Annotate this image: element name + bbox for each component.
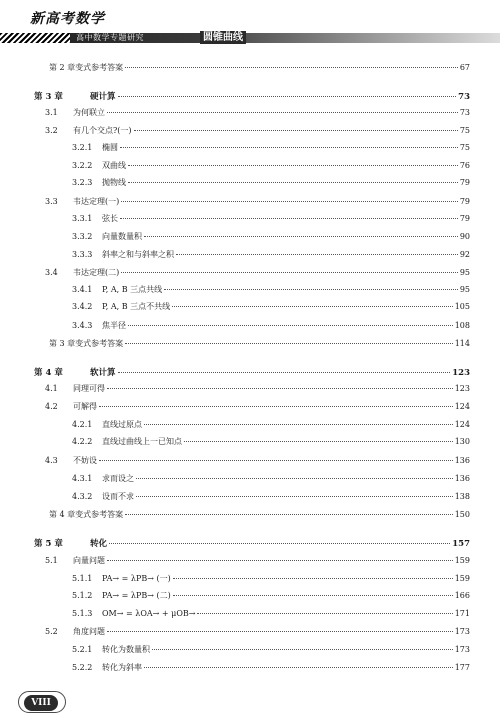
toc-entry-number: 3.4.2 — [72, 302, 93, 311]
toc-entry-title: 转化为数量积 — [102, 645, 150, 654]
toc-entry-number: 3.4.3 — [72, 321, 93, 330]
toc-entry-sec — [45, 456, 470, 466]
page-header — [0, 0, 500, 48]
toc-entry-page: 159 — [454, 574, 470, 583]
dot-leader — [107, 388, 453, 389]
toc-entry-number: 4.1 — [45, 384, 58, 393]
dot-leader — [107, 112, 458, 113]
toc-entry-page: 67 — [459, 63, 470, 72]
dot-leader — [144, 236, 458, 237]
toc-entry-title: 转化 — [90, 539, 108, 549]
page-footer — [12, 690, 72, 714]
header-subtitle: 高中数学专题研究 — [76, 33, 144, 42]
toc-entry-page: 138 — [454, 492, 470, 501]
dot-leader — [128, 182, 458, 183]
toc-entry-page: 130 — [454, 437, 470, 446]
dot-leader — [107, 631, 453, 632]
toc-entry-sec — [45, 384, 470, 394]
toc-entry-sub — [72, 420, 470, 430]
toc-entry-title: 直线过原点 — [102, 420, 142, 429]
toc-entry-number: 3.2.1 — [72, 143, 93, 152]
toc-entry-page: 166 — [454, 591, 470, 600]
toc-entry-number: 3.2.3 — [72, 178, 93, 187]
dot-leader — [152, 649, 453, 650]
toc-entry-page: 108 — [454, 321, 470, 330]
dot-leader — [172, 306, 453, 307]
dot-leader — [164, 289, 458, 290]
toc-entry-sub — [72, 250, 470, 260]
toc-entry-number: 4.2.1 — [72, 420, 93, 429]
header-band-hatch — [0, 33, 70, 43]
header-band — [0, 33, 500, 43]
toc-entry-page: 75 — [459, 143, 470, 152]
toc-entry-number: 4.3.1 — [72, 474, 93, 483]
toc-entry-sub — [72, 232, 470, 242]
toc-entry-sub — [72, 591, 470, 601]
dot-leader — [121, 201, 458, 202]
toc-entry-page: 124 — [454, 420, 470, 429]
toc-entry-sub — [72, 645, 470, 655]
toc-entry-number: 5.1.2 — [72, 591, 93, 600]
toc-entry-sec — [45, 556, 470, 566]
toc-entry-ans — [49, 339, 470, 349]
toc-entry-sub — [72, 492, 470, 502]
toc-entry-number: 第 3 章 — [34, 92, 63, 102]
toc-entry-sub — [72, 609, 470, 619]
toc-entry-title: 双曲线 — [102, 161, 126, 170]
toc-entry-title: PA→ = λPB→ (一) — [102, 574, 171, 583]
toc-entry-number: 3.3.3 — [72, 250, 93, 259]
toc-entry-page: 114 — [454, 339, 470, 348]
toc-entry-sub — [72, 161, 470, 171]
toc-entry-number: 3.1 — [45, 108, 58, 117]
toc-entry-page: 105 — [454, 302, 470, 311]
toc-entry-number: 3.3 — [45, 197, 58, 206]
toc-entry-title: 第 3 章变式参考答案 — [49, 339, 124, 348]
toc-entry-title: 不妨设 — [73, 456, 97, 465]
toc-entry-sec — [45, 108, 470, 118]
toc-entry-sec — [45, 126, 470, 136]
dot-leader — [118, 96, 457, 97]
toc-entry-page: 123 — [452, 368, 470, 378]
dot-leader — [128, 325, 453, 326]
toc-entry-title: 设而不求 — [102, 492, 134, 501]
toc-entry-number: 3.3.1 — [72, 214, 93, 223]
toc-entry-page: 177 — [454, 663, 470, 672]
toc-entry-title: 求而设之 — [102, 474, 134, 483]
toc-entry-sub — [72, 214, 470, 224]
toc-entry-title: 第 2 章变式参考答案 — [49, 63, 124, 72]
dot-leader — [99, 460, 453, 461]
toc-entry-sub — [72, 302, 470, 312]
toc-entry-number: 5.2 — [45, 627, 58, 636]
toc-entry-title: 向量问题 — [73, 556, 105, 565]
toc-entry-title: 弦长 — [102, 214, 118, 223]
toc-entry-page: 73 — [459, 108, 470, 117]
toc-entry-title: 转化为斜率 — [102, 663, 142, 672]
toc-entry-number: 第 4 章 — [34, 368, 63, 378]
toc-entry-title: 同理可得 — [73, 384, 105, 393]
toc-entry-sub — [72, 143, 470, 153]
book-brand: 新高考数学 — [30, 11, 105, 27]
dot-leader — [125, 67, 458, 68]
toc-entry-ans — [49, 510, 470, 520]
toc-entry-sub — [72, 437, 470, 447]
dot-leader — [144, 667, 453, 668]
dot-leader — [120, 218, 458, 219]
toc-entry-page: 73 — [458, 92, 470, 102]
dot-leader — [121, 272, 458, 273]
dot-leader — [125, 514, 453, 515]
toc-entry-page: 75 — [459, 126, 470, 135]
toc-entry-title: 硬计算 — [90, 92, 116, 102]
toc-entry-page: 136 — [454, 474, 470, 483]
toc-entry-page: 124 — [454, 402, 470, 411]
dot-leader — [136, 478, 453, 479]
toc-entry-title: P, A, B 三点不共线 — [102, 302, 171, 311]
toc-entry-chapter — [34, 92, 470, 102]
toc-entry-sub — [72, 474, 470, 484]
toc-entry-sec — [45, 402, 470, 412]
page-number: VIII — [24, 695, 58, 711]
toc-entry-chapter — [34, 539, 470, 549]
toc-entry-title: 椭圆 — [102, 143, 118, 152]
toc-entry-title: 焦半径 — [102, 321, 126, 330]
toc-entry-page: 173 — [454, 627, 470, 636]
toc-entry-number: 5.1.3 — [72, 609, 93, 618]
toc-entry-title: 角度问题 — [73, 627, 105, 636]
dot-leader — [120, 147, 458, 148]
toc-entry-page: 95 — [459, 268, 470, 277]
dot-leader — [173, 578, 453, 579]
toc-entry-title: 韦达定理(二) — [73, 268, 120, 277]
toc-entry-sub — [72, 321, 470, 331]
toc-entry-title: 可解得 — [73, 402, 97, 411]
toc-entry-number: 4.3 — [45, 456, 58, 465]
toc-entry-page: 92 — [459, 250, 470, 259]
toc-entry-page: 95 — [459, 285, 470, 294]
dot-leader — [144, 424, 453, 425]
toc-entry-number: 5.1 — [45, 556, 58, 565]
toc-entry-title: 直线过曲线上一已知点 — [102, 437, 182, 446]
toc-entry-page: 90 — [459, 232, 470, 241]
header-topic: 圆锥曲线 — [200, 31, 246, 44]
toc-entry-page: 136 — [454, 456, 470, 465]
dot-leader — [173, 595, 453, 596]
toc-entry-title: 有几个交点?(一) — [73, 126, 132, 135]
toc-entry-number: 3.2.2 — [72, 161, 93, 170]
toc-entry-page: 171 — [454, 609, 470, 618]
dot-leader — [109, 543, 450, 544]
toc-entry-title: OM→ = λOA→ + μOB→ — [102, 609, 196, 618]
toc-entry-number: 第 5 章 — [34, 539, 63, 549]
dot-leader — [134, 130, 458, 131]
toc-entry-title: 软计算 — [90, 368, 116, 378]
toc-entry-number: 3.2 — [45, 126, 58, 135]
toc-entry-sub — [72, 663, 470, 673]
toc-entry-title: 向量数量积 — [102, 232, 142, 241]
dot-leader — [136, 496, 453, 497]
dot-leader — [128, 165, 458, 166]
toc-entry-page: 79 — [459, 197, 470, 206]
toc-entry-page: 79 — [459, 214, 470, 223]
dot-leader — [197, 613, 452, 614]
toc-entry-page: 79 — [459, 178, 470, 187]
toc-entry-page: 123 — [454, 384, 470, 393]
toc-entry-number: 3.4.1 — [72, 285, 93, 294]
toc-entry-page: 76 — [459, 161, 470, 170]
dot-leader — [107, 560, 453, 561]
toc-entry-number: 3.4 — [45, 268, 58, 277]
toc-entry-title: 斜率之和与斜率之积 — [102, 250, 174, 259]
toc-entry-sec — [45, 197, 470, 207]
toc-entry-sub — [72, 178, 470, 188]
toc-entry-title: 为何联立 — [73, 108, 105, 117]
toc-entry-title: 抛物线 — [102, 178, 126, 187]
toc-entry-sec — [45, 627, 470, 637]
dot-leader — [125, 343, 453, 344]
toc-entry-page: 159 — [454, 556, 470, 565]
toc-entry-page: 173 — [454, 645, 470, 654]
dot-leader — [184, 441, 453, 442]
toc-entry-page: 157 — [452, 539, 470, 549]
toc-entry-number: 5.2.1 — [72, 645, 93, 654]
toc-entry-number: 5.2.2 — [72, 663, 93, 672]
toc-entry-sub — [72, 285, 470, 295]
toc-entry-chapter — [34, 368, 470, 378]
toc-entry-title: PA→ = λPB→ (二) — [102, 591, 171, 600]
toc-entry-ans — [49, 63, 470, 73]
toc-entry-number: 4.2.2 — [72, 437, 93, 446]
dot-leader — [176, 254, 458, 255]
toc-entry-number: 4.3.2 — [72, 492, 93, 501]
toc-entry-page: 150 — [454, 510, 470, 519]
toc-entry-number: 5.1.1 — [72, 574, 93, 583]
toc-entry-number: 4.2 — [45, 402, 58, 411]
dot-leader — [99, 406, 453, 407]
toc-entry-sub — [72, 574, 470, 584]
toc-entry-number: 3.3.2 — [72, 232, 93, 241]
dot-leader — [118, 372, 451, 373]
toc-entry-title: 第 4 章变式参考答案 — [49, 510, 124, 519]
toc-entry-sec — [45, 268, 470, 278]
toc-entry-title: P, A, B 三点共线 — [102, 285, 163, 294]
toc-entry-title: 韦达定理(一) — [73, 197, 120, 206]
